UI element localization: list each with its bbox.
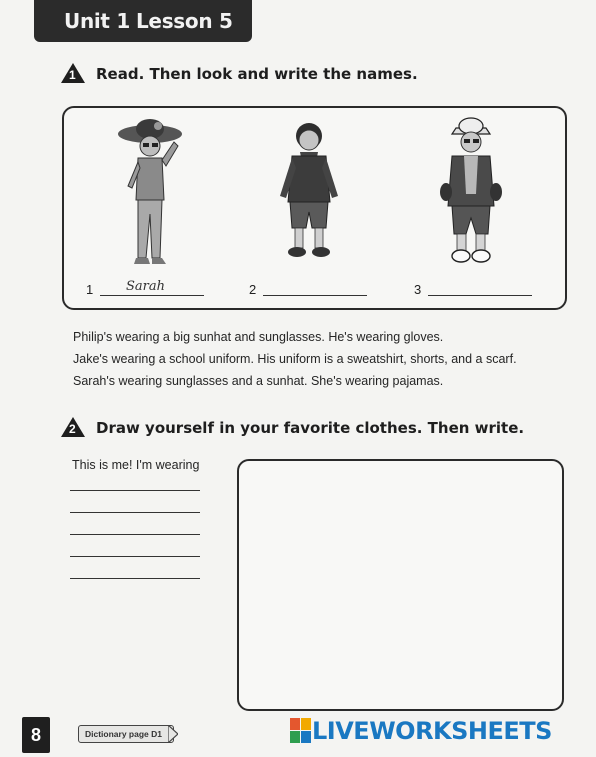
write-line-3[interactable] (70, 533, 200, 535)
write-line-4[interactable] (70, 555, 200, 557)
sentence-sarah: Sarah's wearing sunglasses and a sunhat. She's wearing pajamas. (73, 374, 444, 388)
liveworksheets-logo (290, 716, 552, 746)
write-line-5[interactable] (70, 577, 200, 579)
figure-boy-uniform (272, 116, 346, 266)
answer-line-3[interactable] (428, 280, 532, 296)
item-number-1: 1 (86, 282, 94, 297)
answer-line-1[interactable] (100, 280, 204, 296)
sentence-jake: Jake's wearing a school uniform. His uniform is a sweatshirt, shorts, and a scarf. (73, 352, 517, 366)
figure-girl-sunhat (116, 116, 188, 276)
lesson-label: Lesson 5 (135, 9, 233, 33)
unit-label: Unit 1 (64, 9, 130, 33)
drawing-box[interactable] (237, 459, 564, 711)
sentence-philip: Philip's wearing a big sunhat and sunglasses. He's wearing gloves. (73, 330, 444, 344)
figures-frame (62, 106, 567, 310)
liveworksheets-text: LIVEWORKSHEETS (312, 717, 552, 745)
page-number-badge: 8 (22, 717, 50, 753)
section-1-number: 1 (69, 68, 76, 82)
unit-lesson-tab (34, 0, 252, 42)
write-line-2[interactable] (70, 511, 200, 513)
prompt-text: This is me! I'm wearing (72, 458, 200, 472)
item-number-2: 2 (249, 282, 257, 297)
answer-line-2[interactable] (263, 280, 367, 296)
section-2-number: 2 (69, 422, 76, 436)
liveworksheets-mark-icon (290, 718, 312, 744)
dictionary-tag-arrow-icon (168, 725, 178, 743)
section-2-title: Draw yourself in your favorite clothes. Then write. (96, 419, 525, 437)
section-1-title: Read. Then look and write the names. (96, 65, 418, 83)
dictionary-tag: Dictionary page D1 (78, 725, 174, 743)
write-line-1[interactable] (70, 489, 200, 491)
answer-text-1: Sarah (126, 279, 165, 294)
figure-boy-sunhat-gloves (436, 114, 506, 268)
item-number-3: 3 (414, 282, 422, 297)
